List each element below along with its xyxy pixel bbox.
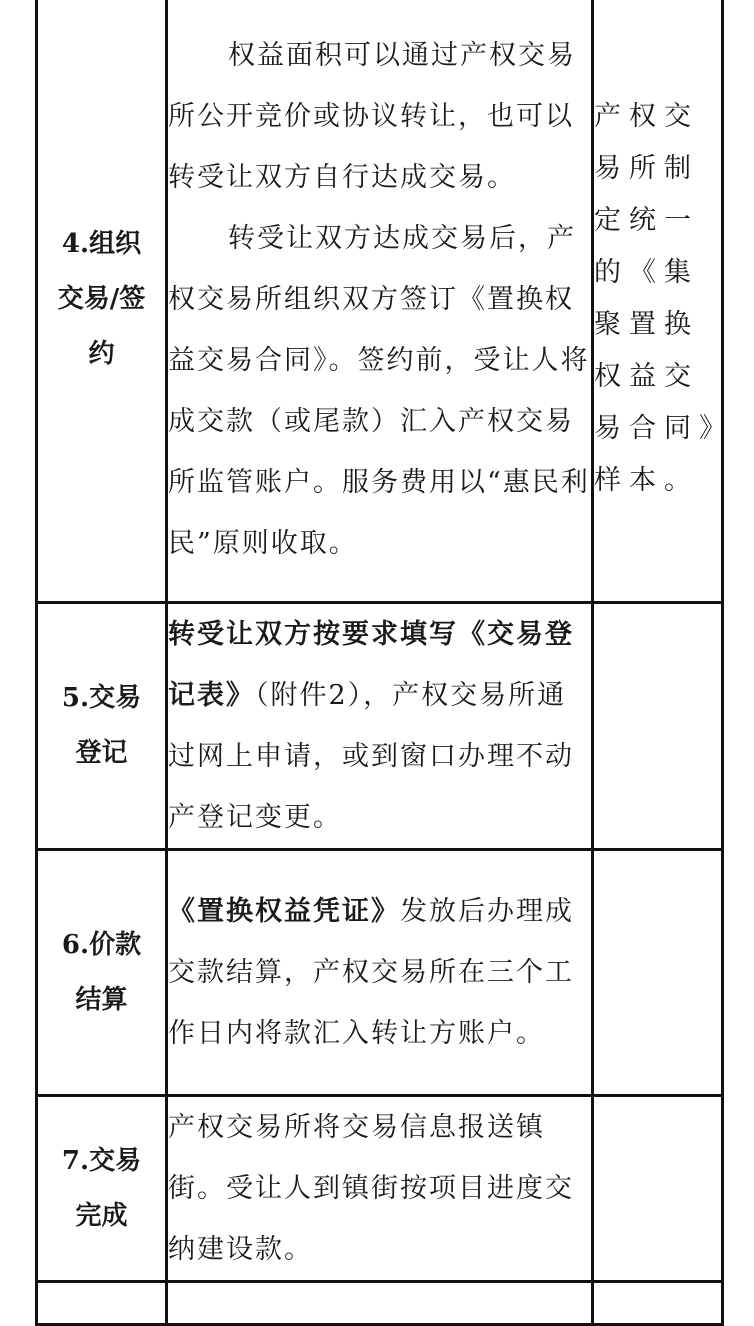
step-cell <box>37 603 167 850</box>
body-text: （附件2），产权交易所通过网上申请，或到窗口办理不动产登记变更。 <box>168 680 574 833</box>
content-paragraph: 产权交易所将交易信息报送镇街。受让人到镇街按项目进度交纳建设款。 <box>168 1112 574 1265</box>
process-table <box>35 0 724 1326</box>
step-cell <box>37 1096 167 1282</box>
table-row <box>37 603 723 850</box>
note-cell <box>593 1096 723 1282</box>
step-cell <box>37 1282 167 1325</box>
step-label: 7.交易 <box>61 1145 142 1176</box>
note-cell <box>593 603 723 850</box>
content-cell <box>167 1096 593 1282</box>
note-text: 产权交易所制定统一的《集聚置换权益交易合同》样本。 <box>594 101 721 496</box>
bold-text: 《置换权益凭证》 <box>168 896 400 927</box>
content-paragraph <box>168 604 591 848</box>
content-paragraph: 权益面积可以通过产权交易所公开竞价或协议转让，也可以转受让双方自行达成交易。 <box>168 39 576 193</box>
table-row <box>37 1282 723 1325</box>
step-label: 约 <box>88 338 115 369</box>
step-label: 4.组织 <box>61 228 142 259</box>
content-paragraph <box>168 881 591 1064</box>
step-label: 登记 <box>75 738 128 768</box>
content-paragraph: 转受让双方达成交易后，产权交易所组织双方签订《置换权益交易合同》。签约前，受让人将成交款（或尾款）汇入产权交易所监管账户。服务费用以“惠民利民”原则收取。 <box>168 222 590 559</box>
note-cell <box>593 850 723 1096</box>
body-text: 发放后办理成交款结算，产权交易所在三个工作日内将款汇入转让方账户。 <box>168 896 574 1049</box>
step-label: 完成 <box>75 1200 128 1231</box>
step-label: 结算 <box>75 984 128 1015</box>
content-cell <box>167 603 593 850</box>
content-cell <box>167 0 593 603</box>
table-row <box>37 850 723 1096</box>
step-label: 交易/签 <box>57 283 146 314</box>
step-label: 5.交易 <box>61 683 142 713</box>
bold-text: 转受让双方按要求填写《交易登记表》 <box>168 619 574 711</box>
content-cell <box>167 1282 593 1325</box>
note-cell <box>593 0 723 603</box>
note-cell <box>593 1282 723 1325</box>
step-cell <box>37 850 167 1096</box>
table-row <box>37 0 723 603</box>
content-cell <box>167 850 593 1096</box>
step-label: 6.价款 <box>61 929 142 960</box>
step-cell <box>37 0 167 603</box>
table-row <box>37 1096 723 1282</box>
